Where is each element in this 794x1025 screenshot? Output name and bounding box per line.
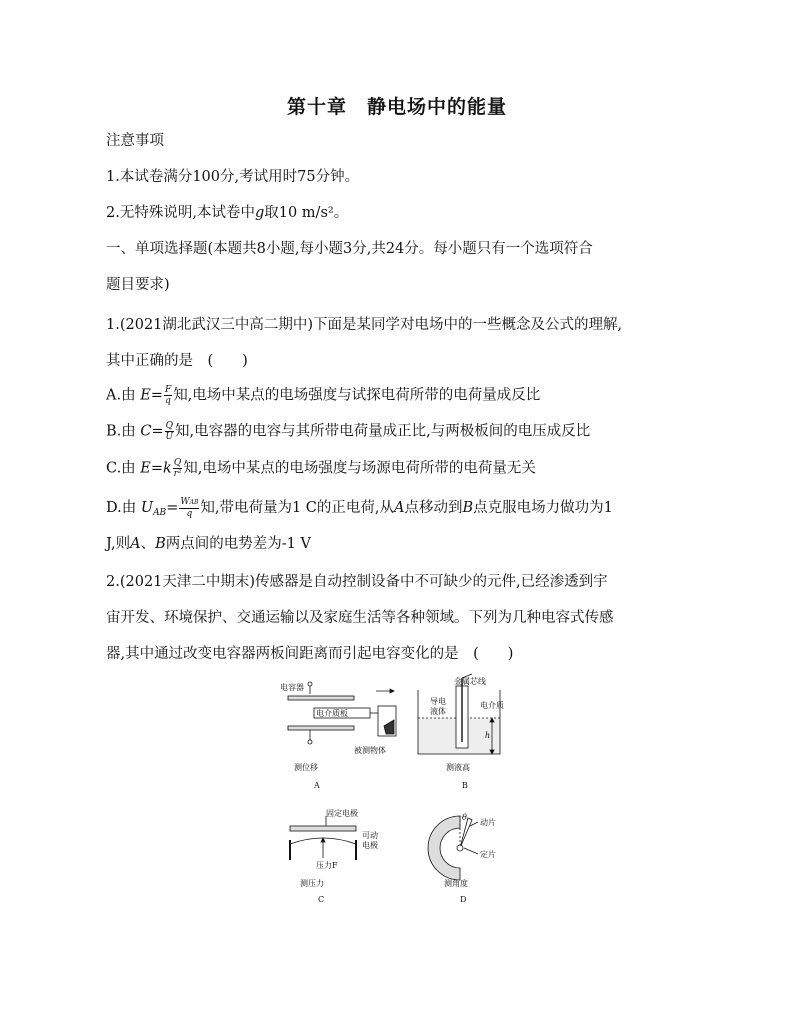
q1-b-text: 知,电容器的电容与其所带电荷量成正比,与两极板间的电压成反比	[175, 423, 591, 440]
sensor-figure-svg	[280, 672, 525, 910]
q1-c-fraction	[173, 458, 182, 479]
q1-d-line2-c: 两点间的电势差为-1 V	[165, 536, 311, 552]
q1-option-c	[106, 458, 696, 479]
panel-d-moving-label: 动片	[480, 818, 496, 827]
panel-b-h-label: h	[485, 731, 491, 740]
q1-a-prefix: A.由	[106, 387, 136, 404]
panel-c-force-label: 压力F	[316, 861, 338, 870]
panel-c-movable-label-1: 可动	[362, 831, 378, 840]
q1-c-text: 知,电场中某点的电场强度与场源电荷所带的电荷量无关	[183, 460, 536, 477]
q1-d-line2-B: B	[155, 536, 166, 552]
q1-b-fraction	[165, 421, 174, 442]
panel-b-dielectric-label: 电介质	[480, 701, 504, 710]
q1-d-lhs-sub: AB	[153, 508, 167, 518]
panel-b-wire-label: 金属芯线	[454, 677, 486, 686]
panel-c	[290, 816, 356, 860]
q1-b-den: U	[165, 432, 174, 442]
panel-d-theta-label: θ	[462, 813, 467, 822]
q1-a-lhs: E=	[140, 387, 163, 404]
notes-item-1: 1.本试卷满分100分,考试用时75分钟。	[106, 169, 360, 185]
q1-option-d-line-1	[106, 497, 696, 523]
panel-d-fixed-label: 定片	[480, 850, 496, 859]
q1-d-den: q	[186, 509, 193, 519]
panel-d-description: 测角度	[444, 879, 468, 888]
panel-a-capacitor-label: 电容器	[280, 683, 304, 692]
q1-d-num-sub: AB	[189, 499, 199, 506]
sensor-figure	[280, 672, 525, 910]
panel-b-letter: B	[462, 781, 468, 790]
q1-d-num	[179, 497, 199, 509]
q1-a-den: q	[165, 396, 171, 406]
q1-c-num: Q	[173, 458, 182, 468]
panel-c-movable-label-2: 电极	[362, 841, 378, 850]
q1-a-num: F	[164, 385, 172, 395]
panel-d	[428, 816, 478, 880]
panel-b-description: 测液高	[446, 763, 470, 772]
q2-stem-line-1: 2.(2021天津二中期末)传感器是自动控制设备中不可缺少的元件,已经渗透到宇	[106, 574, 608, 590]
q1-d-eq: =	[166, 500, 179, 516]
panel-a-dielectric-label: 电介质板	[316, 709, 348, 718]
q2-stem-line-2: 宙开发、环境保护、交通运输以及家庭生活等各种领域。下列为几种电容式传感	[106, 610, 614, 626]
panel-a-description: 测位移	[294, 763, 318, 772]
q1-d-prefix: D.由	[106, 500, 137, 516]
q1-c-lhs: E=k	[140, 460, 172, 477]
panel-c-fixed-label: 固定电极	[326, 809, 358, 818]
section-heading-line-2: 题目要求)	[106, 277, 170, 293]
q1-d-text-a: 知,带电荷量为1 C的正电荷,从	[200, 500, 395, 516]
notes-heading: 注意事项	[106, 133, 164, 149]
page-title: 第十章 静电场中的能量	[286, 96, 507, 118]
q1-d-line2-a: J,则	[106, 536, 131, 552]
section-heading-line-1: 一、单项选择题(本题共8小题,每小题3分,共24分。每小题只有一个选项符合	[106, 241, 593, 257]
q1-d-line2-A: A	[130, 536, 141, 552]
q1-d-fraction	[179, 497, 199, 519]
q1-c-den: r²	[173, 469, 182, 479]
q1-b-lhs: C=	[140, 423, 164, 440]
notes-item-2-post: 取10 m/s²。	[264, 205, 349, 221]
q1-a-fraction	[164, 385, 172, 406]
notes-item-2	[106, 203, 696, 223]
notes-item-2-var: g	[254, 205, 265, 221]
notes-item-2-pre: 2.无特殊说明,本试卷中	[106, 205, 255, 221]
q1-option-b	[106, 421, 696, 442]
q1-b-num: Q	[165, 421, 174, 431]
panel-d-letter: D	[460, 895, 467, 904]
q1-d-text-b: 点移动到	[404, 500, 463, 516]
panel-c-description: 测压力	[300, 879, 324, 888]
panel-a-object-label: 被测物体	[354, 746, 386, 755]
panel-c-letter: C	[318, 895, 325, 904]
q1-d-text-c: 点克服电场力做功为1	[473, 500, 613, 516]
q1-d-num-w: W	[180, 497, 190, 507]
panel-a-letter: A	[314, 781, 320, 790]
q1-a-text: 知,电场中某点的电场强度与试探电荷所带的电荷量成反比	[173, 387, 541, 404]
q2-stem-line-3: 器,其中通过改变电容器两板间距离而引起电容变化的是 ( )	[106, 646, 514, 662]
panel-b-liquid-label-2: 液体	[430, 707, 446, 716]
panel-b-liquid-label-1: 导电	[430, 697, 446, 706]
q1-c-prefix: C.由	[106, 460, 136, 477]
q1-stem-line-2: 其中正确的是 ( )	[106, 353, 248, 369]
q1-d-text-B: B	[462, 500, 474, 516]
q1-d-text-A: A	[394, 500, 405, 516]
q1-stem-line-1: 1.(2021湖北武汉三中高二期中)下面是某同学对电场中的一些概念及公式的理解,	[106, 317, 623, 333]
q1-d-line2-b: 、	[140, 536, 156, 552]
q1-option-d-line-2	[106, 534, 696, 554]
q1-b-prefix: B.由	[106, 423, 136, 440]
q1-option-a	[106, 385, 696, 406]
q1-d-lhs-u: U	[140, 500, 154, 516]
